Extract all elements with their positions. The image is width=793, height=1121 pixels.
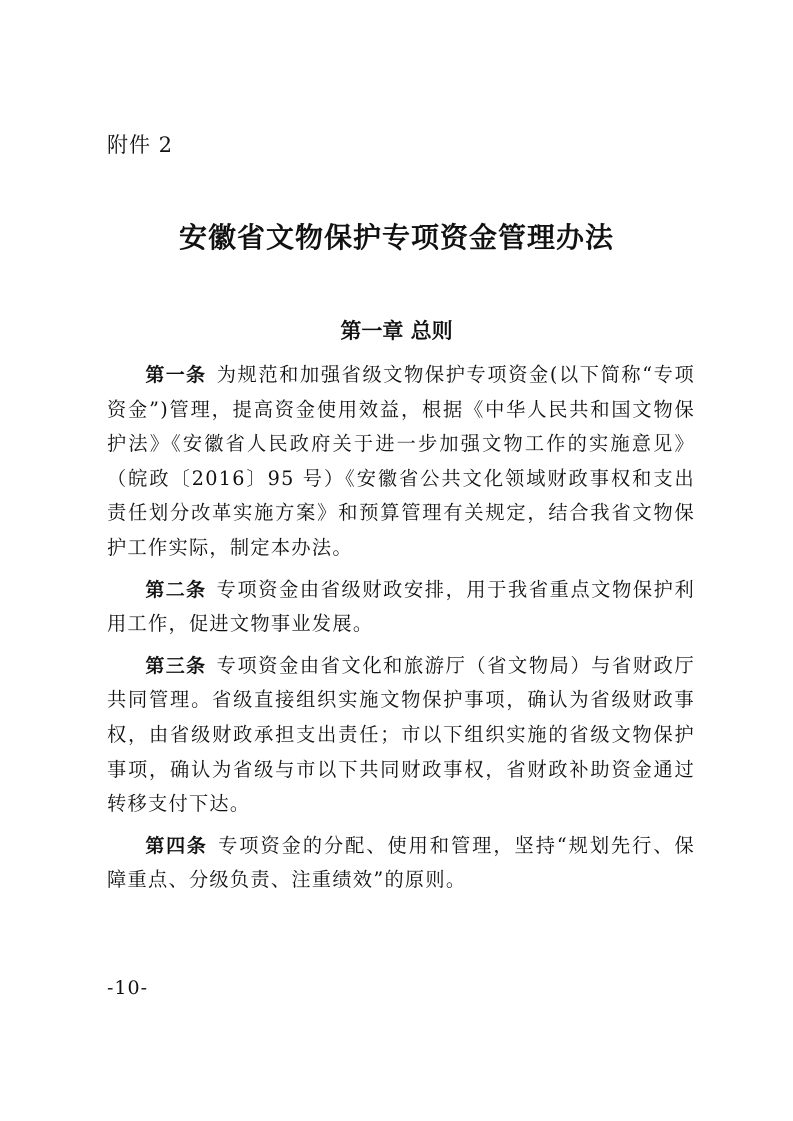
article-1 <box>107 358 695 566</box>
article-label: 第一条 <box>145 364 207 386</box>
article-3 <box>107 649 695 822</box>
document-body <box>107 358 695 905</box>
article-text: 专项资金由省文化和旅游厅（省文物局）与省财政厅共同管理。省级直接组织实施文物保护事项，确认为省级财政事权，由省级财政承担支出责任；市以下组织实施的省级文物保护事项，确认为省级与市以下共同财政事权，省财政补助资金通过转移支付下达。 <box>107 653 695 816</box>
chapter-heading: 第一章 总则 <box>340 319 453 343</box>
article-text: 为规范和加强省级文物保护专项资金(以下简称“专项资金”)管理，提高资金使用效益，根据《中华人民共和国文物保护法》《安徽省人民政府关于进一步加强文物工作的实施意见》（皖政〔2016〕95 号）《安徽省公共文化领域财政事权和支出责任划分改革实施方案》和预算管理有关规定，结合我省文物保护工作实际，制定本办法。 <box>107 363 695 559</box>
page-number: -10- <box>107 977 149 999</box>
article-text: 专项资金的分配、使用和管理，坚持“规划先行、保障重点、分级负责、注重绩效”的原则。 <box>107 833 695 892</box>
document-title: 安徽省文物保护专项资金管理办法 <box>178 221 614 254</box>
article-label: 第三条 <box>145 654 207 677</box>
article-2 <box>107 573 695 642</box>
article-4 <box>107 829 695 898</box>
article-text: 专项资金由省级财政安排，用于我省重点文物保护利用工作，促进文物事业发展。 <box>107 577 695 636</box>
article-label: 第四条 <box>145 834 208 857</box>
article-label: 第二条 <box>145 578 207 601</box>
attachment-label: 附件 2 <box>107 133 174 157</box>
